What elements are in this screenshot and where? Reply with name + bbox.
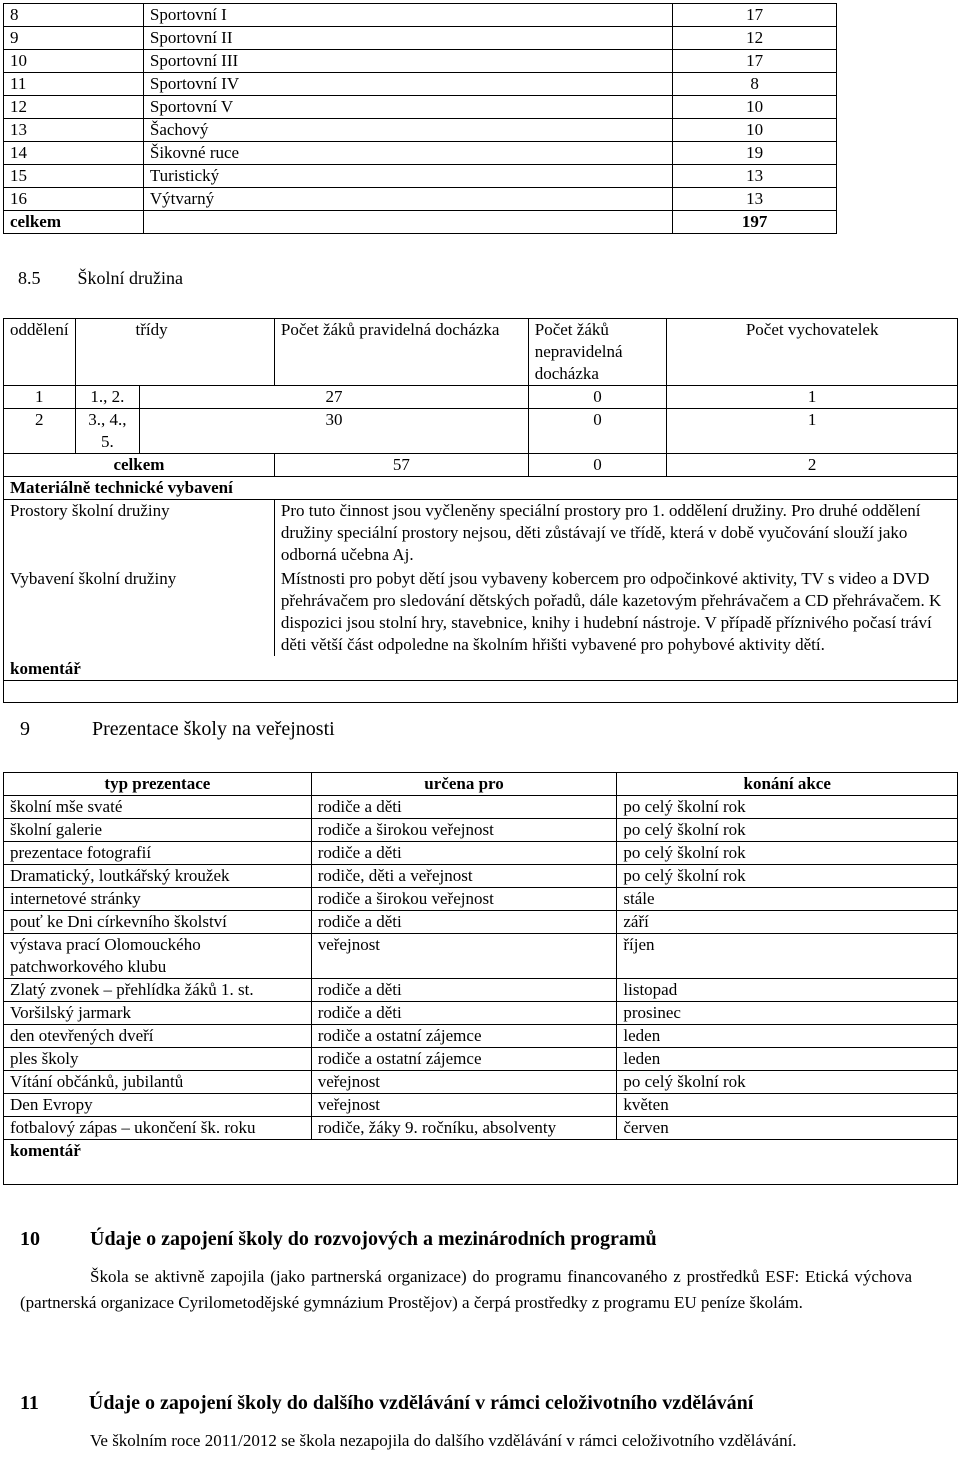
section-10-text: Škola se aktivně zapojila (jako partnerská organizace) do programu financovaného z prostředků ESF: Etická výchova (partnerská organizace Cyrilometodějské gymnázium Prostějov) a čerpá prostředky z programu EU peníze školám.	[20, 1267, 912, 1312]
table-row	[4, 888, 958, 911]
club-row	[4, 4, 837, 27]
clubs-table	[3, 3, 837, 234]
club-total-value: 197	[673, 211, 837, 234]
table-row	[4, 842, 958, 865]
cell-kdy: stále	[617, 888, 958, 911]
cell-kdy: po celý školní rok	[617, 842, 958, 865]
cell-pro: rodiče a děti	[311, 911, 617, 934]
club-count: 13	[673, 188, 837, 211]
cell-odd: 1	[4, 386, 76, 409]
cell-neprav: 0	[528, 386, 667, 409]
club-name: Sportovní II	[143, 27, 672, 50]
header-pro: určena pro	[311, 773, 617, 796]
club-no: 13	[4, 119, 144, 142]
cell-typ: Vítání občánků, jubilantů	[4, 1071, 312, 1094]
cell-vych: 1	[667, 386, 958, 409]
club-name: Šachový	[143, 119, 672, 142]
total-neprav: 0	[528, 454, 667, 477]
cell-kdy: prosinec	[617, 1002, 958, 1025]
table-row	[4, 796, 958, 819]
club-no: 14	[4, 142, 144, 165]
cell-kdy: listopad	[617, 979, 958, 1002]
cell-pro: veřejnost	[311, 934, 617, 979]
club-total-row	[4, 211, 837, 234]
club-row	[4, 73, 837, 96]
cell-kdy: po celý školní rok	[617, 819, 958, 842]
header-pravidelna: Počet žáků pravidelná docházka	[274, 319, 528, 386]
cell-pro: veřejnost	[311, 1071, 617, 1094]
cell-pro: rodiče a děti	[311, 842, 617, 865]
cell-typ: internetové stránky	[4, 888, 312, 911]
table-row	[4, 1002, 958, 1025]
cell-typ: výstava prací Olomouckého patchworkového klubu	[4, 934, 312, 979]
club-row	[4, 27, 837, 50]
cell-kdy: leden	[617, 1048, 958, 1071]
total-vych: 2	[667, 454, 958, 477]
cell-pro: veřejnost	[311, 1094, 617, 1117]
cell-pro: rodiče a širokou veřejnost	[311, 888, 617, 911]
club-row	[4, 142, 837, 165]
club-count: 10	[673, 119, 837, 142]
komentar-empty	[4, 681, 958, 703]
table-row	[4, 819, 958, 842]
club-name: Sportovní III	[143, 50, 672, 73]
cell-typ: pouť ke Dni církevního školství	[4, 911, 312, 934]
club-count: 12	[673, 27, 837, 50]
cell-vych: 1	[667, 409, 958, 454]
cell-typ: den otevřených dveří	[4, 1025, 312, 1048]
club-no: 15	[4, 165, 144, 188]
club-total-empty	[143, 211, 672, 234]
club-name: Sportovní I	[143, 4, 672, 27]
table-row	[4, 1071, 958, 1094]
komentar-label: komentář	[4, 1140, 958, 1163]
table-row	[4, 934, 958, 979]
cell-kdy: září	[617, 911, 958, 934]
table-row	[4, 911, 958, 934]
cell-kdy: leden	[617, 1025, 958, 1048]
cell-prav: 27	[140, 386, 529, 409]
section-11-heading	[20, 1392, 753, 1415]
cell-tridy: 3., 4., 5.	[75, 409, 140, 454]
club-count: 8	[673, 73, 837, 96]
section-number: 8.5	[18, 268, 41, 288]
club-count: 10	[673, 96, 837, 119]
club-row	[4, 188, 837, 211]
cell-typ: ples školy	[4, 1048, 312, 1071]
cell-kdy: červen	[617, 1117, 958, 1140]
cell-pro: rodiče, žáky 9. ročníku, absolventy	[311, 1117, 617, 1140]
section-title: Prezentace školy na veřejnosti	[92, 718, 335, 740]
header-tridy: třídy	[75, 319, 274, 386]
table-row	[4, 1048, 958, 1071]
club-row	[4, 165, 837, 188]
komentar-empty	[4, 1162, 958, 1184]
cell-pro: rodiče a širokou veřejnost	[311, 819, 617, 842]
club-name: Výtvarný	[143, 188, 672, 211]
section-11-text: Ve školním roce 2011/2012 se škola nezapojila do dalšího vzdělávání v rámci celoživotního vzdělávání.	[90, 1431, 797, 1450]
table-row	[4, 1025, 958, 1048]
prezentace-table	[3, 772, 958, 1185]
table-row	[4, 865, 958, 888]
table-row	[4, 1117, 958, 1140]
table-row	[4, 1094, 958, 1117]
club-row	[4, 119, 837, 142]
cell-typ: fotbalový zápas – ukončení šk. roku	[4, 1117, 312, 1140]
club-row	[4, 96, 837, 119]
total-prav: 57	[274, 454, 528, 477]
cell-typ: Zlatý zvonek – přehlídka žáků 1. st.	[4, 979, 312, 1002]
cell-typ: Den Evropy	[4, 1094, 312, 1117]
cell-pro: rodiče a ostatní zájemce	[311, 1048, 617, 1071]
cell-odd: 2	[4, 409, 76, 454]
club-no: 10	[4, 50, 144, 73]
cell-pro: rodiče, děti a veřejnost	[311, 865, 617, 888]
total-label: celkem	[4, 454, 275, 477]
club-name: Šikovné ruce	[143, 142, 672, 165]
club-count: 17	[673, 4, 837, 27]
section-number: 10	[20, 1228, 40, 1250]
club-no: 8	[4, 4, 144, 27]
club-row	[4, 50, 837, 73]
section-title: Údaje o zapojení školy do rozvojových a mezinárodních programů	[90, 1228, 657, 1250]
cell-kdy: po celý školní rok	[617, 865, 958, 888]
cell-typ: školní galerie	[4, 819, 312, 842]
prostory-text: Pro tuto činnost jsou vyčleněny speciální prostory pro 1. oddělení družiny. Pro druhé oddělení družiny speciální prostory nejsou, děti zůstávají ve třídě, která v době vyučování slouží jako odborná učebna Aj.	[274, 500, 957, 569]
club-count: 19	[673, 142, 837, 165]
club-name: Sportovní IV	[143, 73, 672, 96]
prostory-label: Prostory školní družiny	[4, 500, 275, 569]
cell-pro: rodiče a ostatní zájemce	[311, 1025, 617, 1048]
section-number: 9	[20, 718, 30, 740]
section-10-heading	[20, 1228, 657, 1251]
vybaveni-label: Vybavení školní družiny	[4, 568, 275, 656]
cell-kdy: říjen	[617, 934, 958, 979]
table-row	[4, 979, 958, 1002]
club-name: Turistický	[143, 165, 672, 188]
cell-kdy: po celý školní rok	[617, 796, 958, 819]
section-title: Údaje o zapojení školy do dalšího vzdělávání v rámci celoživotního vzdělávání	[88, 1392, 754, 1414]
section-title: Školní družina	[77, 268, 183, 288]
cell-typ: Voršilský jarmark	[4, 1002, 312, 1025]
section-9-heading	[20, 718, 335, 741]
header-vychovatelky: Počet vychovatelek	[667, 319, 958, 386]
club-no: 16	[4, 188, 144, 211]
club-no: 9	[4, 27, 144, 50]
club-count: 17	[673, 50, 837, 73]
cell-pro: rodiče a děti	[311, 1002, 617, 1025]
header-oddeleni: oddělení	[4, 319, 76, 386]
cell-typ: Dramatický, loutkářský kroužek	[4, 865, 312, 888]
club-no: 12	[4, 96, 144, 119]
druzina-table	[3, 318, 958, 703]
cell-pro: rodiče a děti	[311, 796, 617, 819]
club-no: 11	[4, 73, 144, 96]
cell-kdy: květen	[617, 1094, 958, 1117]
header-kdy: konání akce	[617, 773, 958, 796]
cell-neprav: 0	[528, 409, 667, 454]
mtv-label: Materiálně technické vybavení	[4, 477, 958, 500]
section-number: 11	[20, 1392, 39, 1414]
cell-pro: rodiče a děti	[311, 979, 617, 1002]
komentar-label: komentář	[4, 656, 958, 681]
club-name: Sportovní V	[143, 96, 672, 119]
header-typ: typ prezentace	[4, 773, 312, 796]
cell-typ: školní mše svaté	[4, 796, 312, 819]
header-nepravidelna: Počet žáků nepravidelná docházka	[528, 319, 667, 386]
section-8-5-heading	[18, 268, 183, 289]
vybaveni-text: Místnosti pro pobyt dětí jsou vybaveny kobercem pro odpočinkové aktivity, TV s video a DVD přehrávačem pro sledování dětských pořadů, dále kazetovým přehrávačem a CD přehrávačem. K dispozici jsou stolní hry, stavebnice, knihy i hudební nástroje. V případě příznivého počasí tráví děti větší část odpoledne na školním hřišti vybavené pro pohybové aktivity dětí.	[274, 568, 957, 656]
cell-prav: 30	[140, 409, 529, 454]
club-total-label: celkem	[4, 211, 144, 234]
club-count: 13	[673, 165, 837, 188]
cell-tridy: 1., 2.	[75, 386, 140, 409]
cell-kdy: po celý školní rok	[617, 1071, 958, 1094]
cell-typ: prezentace fotografií	[4, 842, 312, 865]
